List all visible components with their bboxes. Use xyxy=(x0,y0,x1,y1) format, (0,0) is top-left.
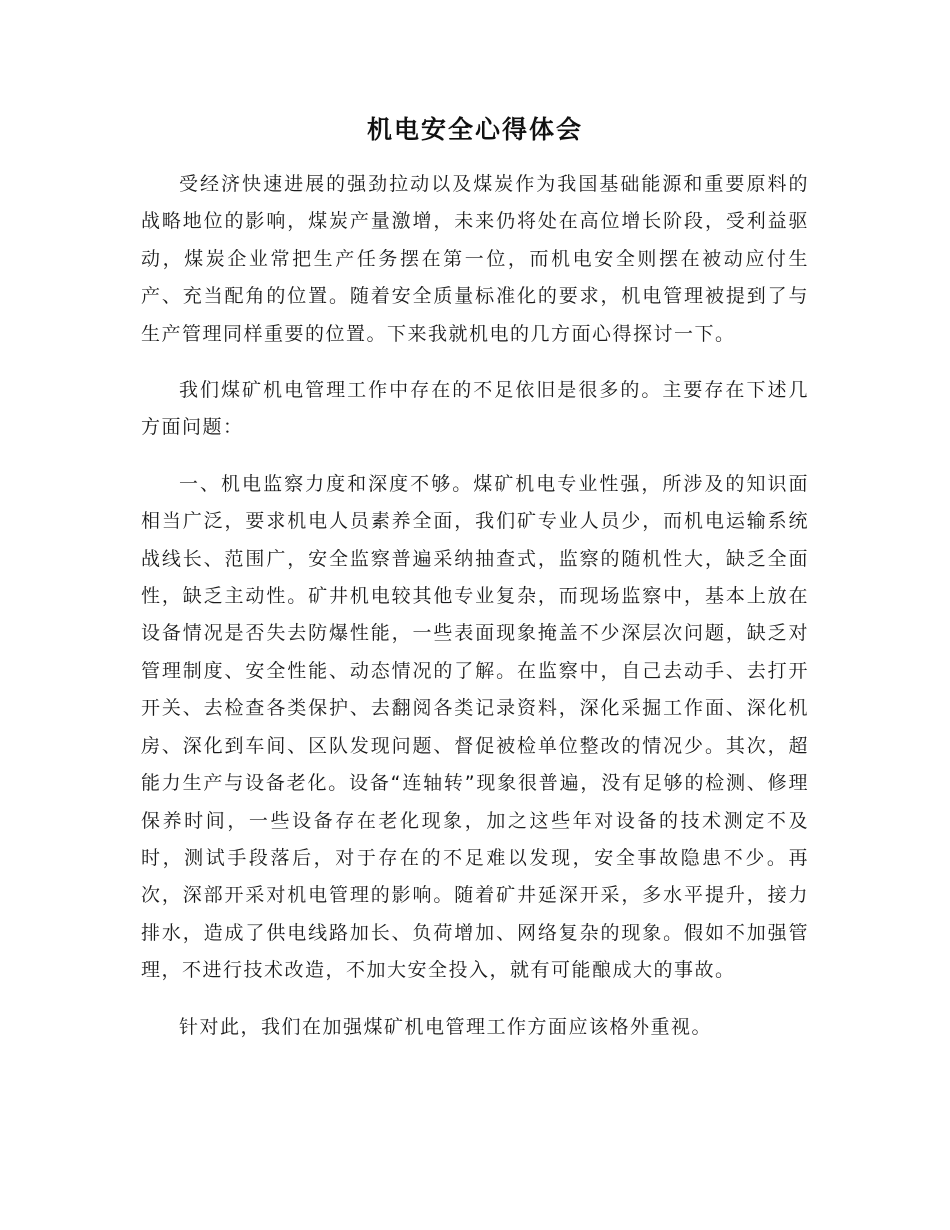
document-body xyxy=(141,166,809,1065)
paragraph-conclusion: 针对此，我们在加强煤矿机电管理工作方面应该格外重视。 xyxy=(179,1015,713,1038)
document-title: 机电安全心得体会 xyxy=(366,115,583,144)
paragraph-intro: 受经济快速进展的强劲拉动以及煤炭作为我国基础能源和重要原料的战略地位的影响，煤炭产量激增，未来仍将处在高位增长阶段，受利益驱动，煤炭企业常把生产任务摆在第一位，而机电安全则摆在被动应付生产、充当配角的位置。随着安全质量标准化的要求，机电管理被提到了与生产管理同样重要的位置。下来我就机电的几方面心得探讨一下。 xyxy=(141,173,809,345)
paragraph-problems-overview: 我们煤矿机电管理工作中存在的不足依旧是很多的。主要存在下述几方面问题： xyxy=(141,379,809,439)
paragraph-problem-details: 一、机电监察力度和深度不够。煤矿机电专业性强，所涉及的知识面相当广泛，要求机电人员素养全面，我们矿专业人员少，而机电运输系统战线长、范围广，安全监察普遍采纳抽查式，监察的随机性大，缺乏全面性，缺乏主动性。矿井机电较其他专业复杂，而现场监察中，基本上放在设备情况是否失去防爆性能，一些表面现象掩盖不少深层次问题，缺乏对管理制度、安全性能、动态情况的了解。在监察中，自己去动手、去打开开关、去检查各类保护、去翻阅各类记录资料，深化采掘工作面、深化机房、深化到车间、区队发现问题、督促被检单位整改的情况少。其次，超能力生产与设备老化。设备“连轴转”现象很普遍，没有足够的检测、修理保养时间，一些设备存在老化现象，加之这些年对设备的技术测定不及时，测试手段落后，对于存在的不足难以发现，安全事故隐患不少。再次，深部开采对机电管理的影响。随着矿井延深开采，多水平提升，接力排水，造成了供电线路加长、负荷增加、网络复杂的现象。假如不加强管理，不进行技术改造，不加大安全投入，就有可能酿成大的事故。 xyxy=(141,472,809,982)
